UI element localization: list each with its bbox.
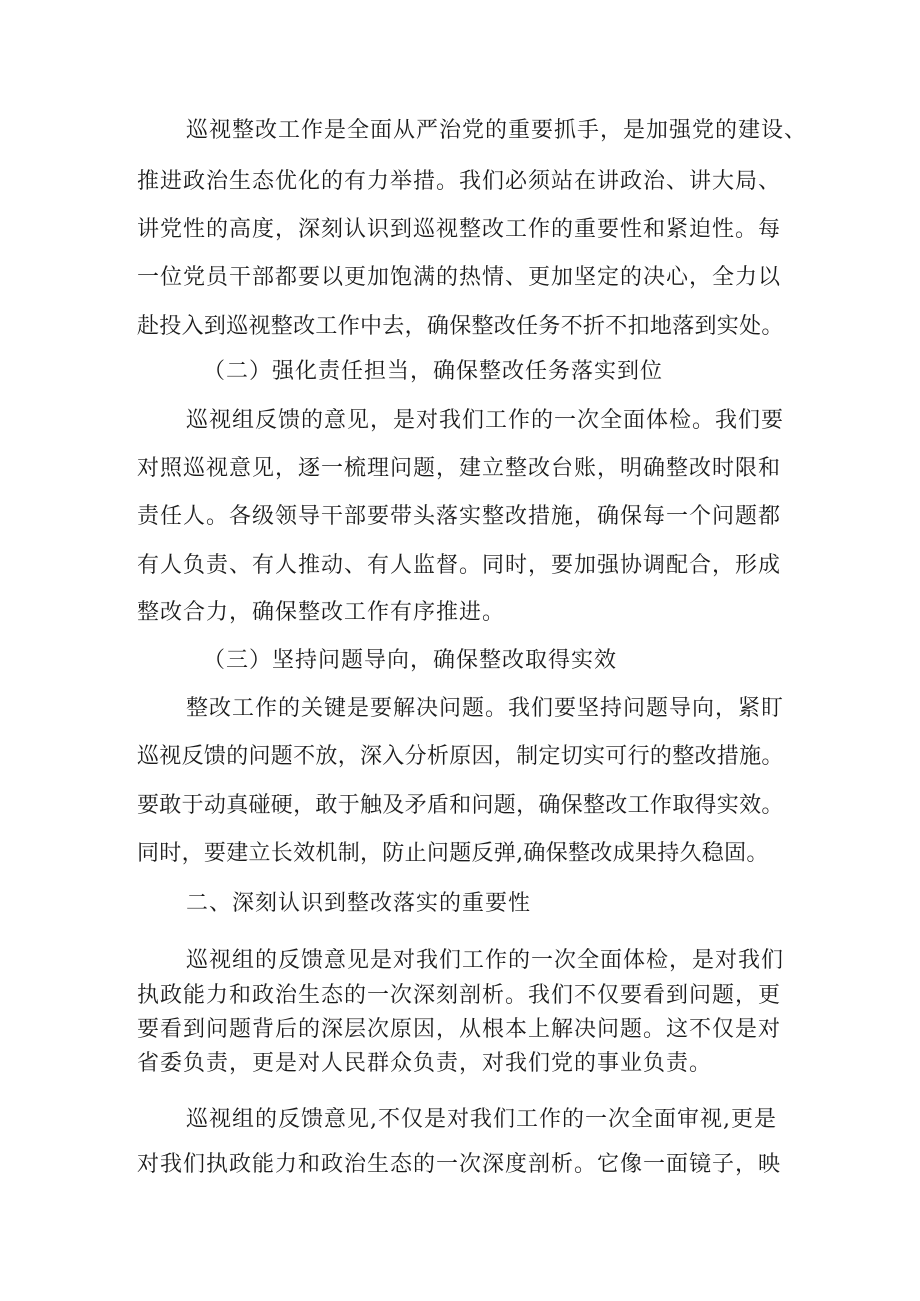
text-line: 执政能力和政治生态的一次深刻剖析。我们不仅要看到问题，更 [137, 983, 782, 1008]
text-line: 责任人。各级领导干部要带头落实整改措施，确保每一个问题都 [137, 504, 782, 529]
section-heading [0, 641, 920, 681]
text-line: 巡视组反馈的意见，是对我们工作的一次全面体检。我们要 [186, 408, 785, 433]
heading-text: （三）坚持问题导向，确保整改取得实效 [203, 648, 618, 673]
text-line: 巡视组的反馈意见,不仅是对我们工作的一次全面审视,更是 [186, 1107, 777, 1132]
text-line: 对我们执政能力和政治生态的一次深度剖析。它像一面镜子，映 [137, 1152, 782, 1177]
paragraph-line [0, 1100, 920, 1140]
text-line: 要敢于动真碰硬，敢于触及矛盾和问题，确保整改工作取得实效。 [137, 793, 784, 818]
heading-text: 二、深刻认识到整改落实的重要性 [186, 891, 532, 916]
paragraph-line [0, 1145, 920, 1185]
text-line: 省委负责，更是对人民群众负责，对我们党的事业负责。 [137, 1051, 713, 1076]
paragraph-line [0, 1044, 920, 1084]
text-line: 讲党性的高度，深刻认识到巡视整改工作的重要性和紧迫性。每 [137, 217, 782, 242]
text-line: 要看到问题背后的深层次原因，从根本上解决问题。这不仅是对 [137, 1017, 782, 1042]
paragraph-line [0, 737, 920, 777]
text-line: 巡视整改工作是全面从严治党的重要抓手，是加强党的建设、 [186, 118, 808, 143]
paragraph-line [0, 689, 920, 729]
section-heading [0, 884, 920, 924]
text-line: 一位党员干部都要以更加饱满的热情、更加坚定的决心，全力以 [137, 265, 782, 290]
paragraph-line [0, 210, 920, 250]
section-heading [0, 352, 920, 392]
text-line: 赴投入到巡视整改工作中去，确保整改任务不折不扣地落到实处。 [137, 314, 784, 339]
paragraph-line [0, 401, 920, 441]
paragraph-line [0, 593, 920, 633]
text-line: 巡视组的反馈意见是对我们工作的一次全面体检，是对我们 [186, 948, 785, 973]
text-line: 整改工作的关键是要解决问题。我们要坚持问题导向，紧盯 [186, 696, 785, 721]
text-line: 巡视反馈的问题不放，深入分析原因，制定切实可行的整改措施。 [137, 744, 784, 769]
heading-text: （二）强化责任担当，确保整改任务落实到位 [203, 359, 664, 384]
paragraph-line [0, 258, 920, 298]
text-line: 整改合力，确保整改工作有序推进。 [137, 600, 506, 625]
paragraph-line [0, 786, 920, 826]
paragraph-line [0, 449, 920, 489]
text-line: 推进政治生态优化的有力举措。我们必须站在讲政治、讲大局、 [137, 169, 782, 194]
paragraph-line [0, 111, 920, 151]
paragraph-line [0, 546, 920, 586]
paragraph-line [0, 497, 920, 537]
paragraph-line [0, 307, 920, 347]
paragraph-line [0, 162, 920, 202]
text-line: 对照巡视意见，逐一梳理问题，建立整改台账，明确整改时限和 [137, 456, 782, 481]
text-line: 有人负责、有人推动、有人监督。同时，要加强协调配合，形成 [137, 553, 782, 578]
paragraph-line [0, 834, 920, 874]
text-line: 同时，要建立长效机制，防止问题反弹,确保整改成果持久稳固。 [137, 841, 769, 866]
paragraph-line [0, 941, 920, 981]
